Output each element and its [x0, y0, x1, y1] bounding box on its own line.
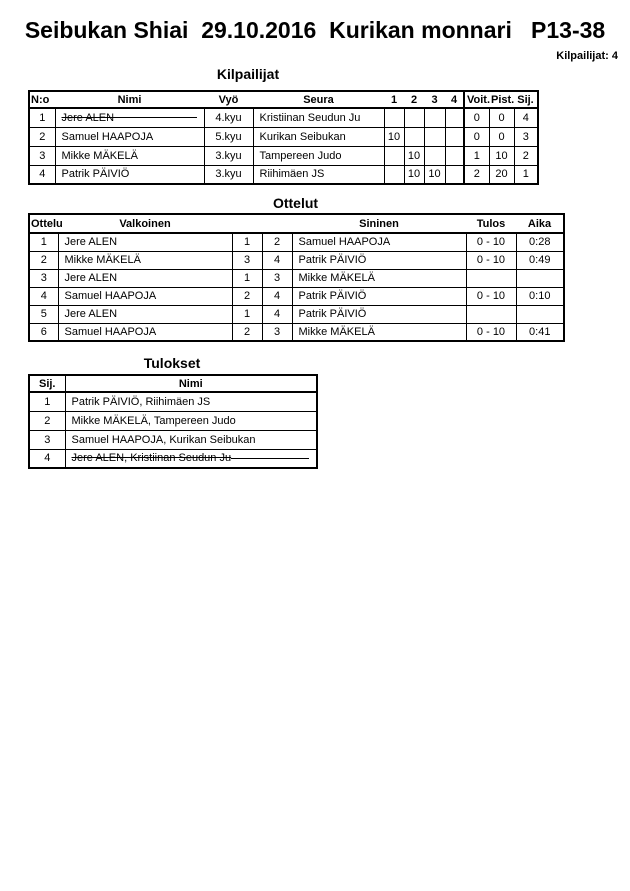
cell-sininen: Patrik PÄIVIÖ: [292, 251, 466, 269]
cell-score3: [424, 146, 445, 165]
cell-nimi: Patrik PÄIVIÖ, Riihimäen JS: [65, 392, 317, 411]
cell-score4: [445, 127, 464, 146]
cell-score1: [384, 146, 404, 165]
ottelut-row: [29, 233, 564, 251]
cell-match-no: 3: [29, 269, 58, 287]
ottelut-row: [29, 251, 564, 269]
section-heading-ottelut: Ottelut: [272, 195, 319, 211]
cell-sininen: Mikke MÄKELÄ: [292, 323, 466, 341]
ottelut-row: [29, 323, 564, 341]
cell-blue-no: 4: [262, 287, 292, 305]
cell-seura: Kristiinan Seudun Ju: [253, 108, 384, 127]
cell-score1: [384, 108, 404, 127]
col-header-valkoinen: Valkoinen: [58, 214, 232, 233]
kilpailijat-row: [29, 127, 538, 146]
col-header-aika: Aika: [516, 214, 564, 233]
cell-nimi: Mikke MÄKELÄ: [55, 146, 204, 165]
cell-pist: 10: [489, 146, 514, 165]
cell-match-no: 6: [29, 323, 58, 341]
cell-pist: 0: [489, 108, 514, 127]
cell-white-no: 1: [232, 269, 262, 287]
cell-nimi: Mikke MÄKELÄ, Tampereen Judo: [65, 411, 317, 430]
cell-match-no: 4: [29, 287, 58, 305]
col-header-no: N:o: [29, 91, 55, 108]
ottelut-row: [29, 287, 564, 305]
cell-tulos: 0 - 10: [466, 251, 516, 269]
cell-sij: 2: [514, 146, 538, 165]
ottelut-header-row: [29, 214, 564, 233]
col-header-score3: 3: [424, 91, 445, 108]
cell-sininen: Samuel HAAPOJA: [292, 233, 466, 251]
col-header-sininen: Sininen: [292, 214, 466, 233]
cell-score1: [384, 165, 404, 184]
col-header-score1: 1: [384, 91, 404, 108]
cell-sij: 1: [514, 165, 538, 184]
cell-sininen: Patrik PÄIVIÖ: [292, 287, 466, 305]
cell-vyo: 5.kyu: [204, 127, 253, 146]
col-header-sij: Sij.: [514, 91, 538, 108]
cell-aika: 0:28: [516, 233, 564, 251]
cell-white-no: 1: [232, 233, 262, 251]
cell-seura: Tampereen Judo: [253, 146, 384, 165]
cell-match-no: 1: [29, 233, 58, 251]
cell-score2: [404, 108, 424, 127]
cell-sij: 1: [29, 392, 65, 411]
cell-sij: 3: [29, 430, 65, 449]
cell-sij: 3: [514, 127, 538, 146]
cell-no: 2: [29, 127, 55, 146]
cell-score4: [445, 165, 464, 184]
cell-tulos: 0 - 10: [466, 323, 516, 341]
cell-white-no: 2: [232, 287, 262, 305]
cell-voit: 0: [464, 108, 489, 127]
tulokset-row: [29, 392, 317, 411]
cell-tulos: 0 - 10: [466, 287, 516, 305]
cell-blue-no: 4: [262, 251, 292, 269]
cell-pist: 0: [489, 127, 514, 146]
cell-score3: [424, 108, 445, 127]
section-heading-kilpailijat: Kilpailijat: [216, 66, 280, 82]
cell-nimi: Samuel HAAPOJA: [55, 127, 204, 146]
cell-score2: 10: [404, 165, 424, 184]
cell-sininen: Patrik PÄIVIÖ: [292, 305, 466, 323]
col-header-nimi: Nimi: [55, 91, 204, 108]
ottelut-row: [29, 269, 564, 287]
cell-no: 4: [29, 165, 55, 184]
cell-white-no: 1: [232, 305, 262, 323]
cell-score4: [445, 146, 464, 165]
cell-match-no: 2: [29, 251, 58, 269]
cell-match-no: 5: [29, 305, 58, 323]
col-header-blue-no: [262, 214, 292, 233]
tulokset-table: [28, 374, 318, 469]
cell-aika: 0:49: [516, 251, 564, 269]
tulokset-row: [29, 411, 317, 430]
cell-vyo: 4.kyu: [204, 108, 253, 127]
cell-sij: 4: [514, 108, 538, 127]
col-header-seura: Seura: [253, 91, 384, 108]
ottelut-table: [28, 213, 565, 342]
cell-no: 1: [29, 108, 55, 127]
cell-sij: 4: [29, 449, 65, 468]
participants-count-label: Kilpailijat: 4: [556, 50, 618, 62]
col-header-pist: Pist.: [489, 91, 514, 108]
cell-white-no: 3: [232, 251, 262, 269]
cell-nimi-struck: Jere ALEN, Kristiinan Seudun Ju: [65, 449, 317, 468]
cell-score2: [404, 127, 424, 146]
page-title: Seibukan Shiai 29.10.2016 Kurikan monnari P13-38: [24, 17, 606, 43]
cell-sij: 2: [29, 411, 65, 430]
cell-vyo: 3.kyu: [204, 165, 253, 184]
cell-sininen: Mikke MÄKELÄ: [292, 269, 466, 287]
cell-vyo: 3.kyu: [204, 146, 253, 165]
tulokset-row: [29, 430, 317, 449]
cell-blue-no: 4: [262, 305, 292, 323]
cell-score3: [424, 127, 445, 146]
cell-aika: 0:10: [516, 287, 564, 305]
cell-tulos: 0 - 10: [466, 233, 516, 251]
section-heading-tulokset: Tulokset: [143, 355, 201, 371]
cell-blue-no: 3: [262, 269, 292, 287]
cell-blue-no: 2: [262, 233, 292, 251]
cell-no: 3: [29, 146, 55, 165]
cell-score1: 10: [384, 127, 404, 146]
kilpailijat-header-row: [29, 91, 538, 108]
cell-blue-no: 3: [262, 323, 292, 341]
cell-seura: Riihimäen JS: [253, 165, 384, 184]
cell-pist: 20: [489, 165, 514, 184]
cell-white-no: 2: [232, 323, 262, 341]
cell-aika: 0:41: [516, 323, 564, 341]
kilpailijat-row: [29, 146, 538, 165]
cell-aika: [516, 269, 564, 287]
col-header-vyo: Vyö: [204, 91, 253, 108]
col-header-white-no: [232, 214, 262, 233]
cell-voit: 2: [464, 165, 489, 184]
kilpailijat-row: [29, 165, 538, 184]
cell-nimi-struck: Jere ALEN: [55, 108, 204, 127]
cell-tulos: [466, 269, 516, 287]
cell-score2: 10: [404, 146, 424, 165]
cell-valkoinen: Jere ALEN: [58, 305, 232, 323]
col-header-voit: Voit.: [464, 91, 489, 108]
col-header-ottelu: Ottelu: [29, 214, 58, 233]
cell-seura: Kurikan Seibukan: [253, 127, 384, 146]
col-header-nimi: Nimi: [65, 375, 317, 392]
col-header-tulos: Tulos: [466, 214, 516, 233]
col-header-sij: Sij.: [29, 375, 65, 392]
cell-aika: [516, 305, 564, 323]
col-header-score4: 4: [445, 91, 464, 108]
cell-tulos: [466, 305, 516, 323]
cell-voit: 0: [464, 127, 489, 146]
cell-valkoinen: Mikke MÄKELÄ: [58, 251, 232, 269]
cell-valkoinen: Jere ALEN: [58, 269, 232, 287]
cell-nimi: Samuel HAAPOJA, Kurikan Seibukan: [65, 430, 317, 449]
kilpailijat-table: [28, 90, 539, 185]
cell-nimi: Patrik PÄIVIÖ: [55, 165, 204, 184]
kilpailijat-row: [29, 108, 538, 127]
cell-valkoinen: Samuel HAAPOJA: [58, 323, 232, 341]
cell-valkoinen: Samuel HAAPOJA: [58, 287, 232, 305]
tulokset-row: [29, 449, 317, 468]
ottelut-row: [29, 305, 564, 323]
cell-score4: [445, 108, 464, 127]
cell-voit: 1: [464, 146, 489, 165]
col-header-score2: 2: [404, 91, 424, 108]
tulokset-header-row: [29, 375, 317, 392]
cell-score3: 10: [424, 165, 445, 184]
cell-valkoinen: Jere ALEN: [58, 233, 232, 251]
